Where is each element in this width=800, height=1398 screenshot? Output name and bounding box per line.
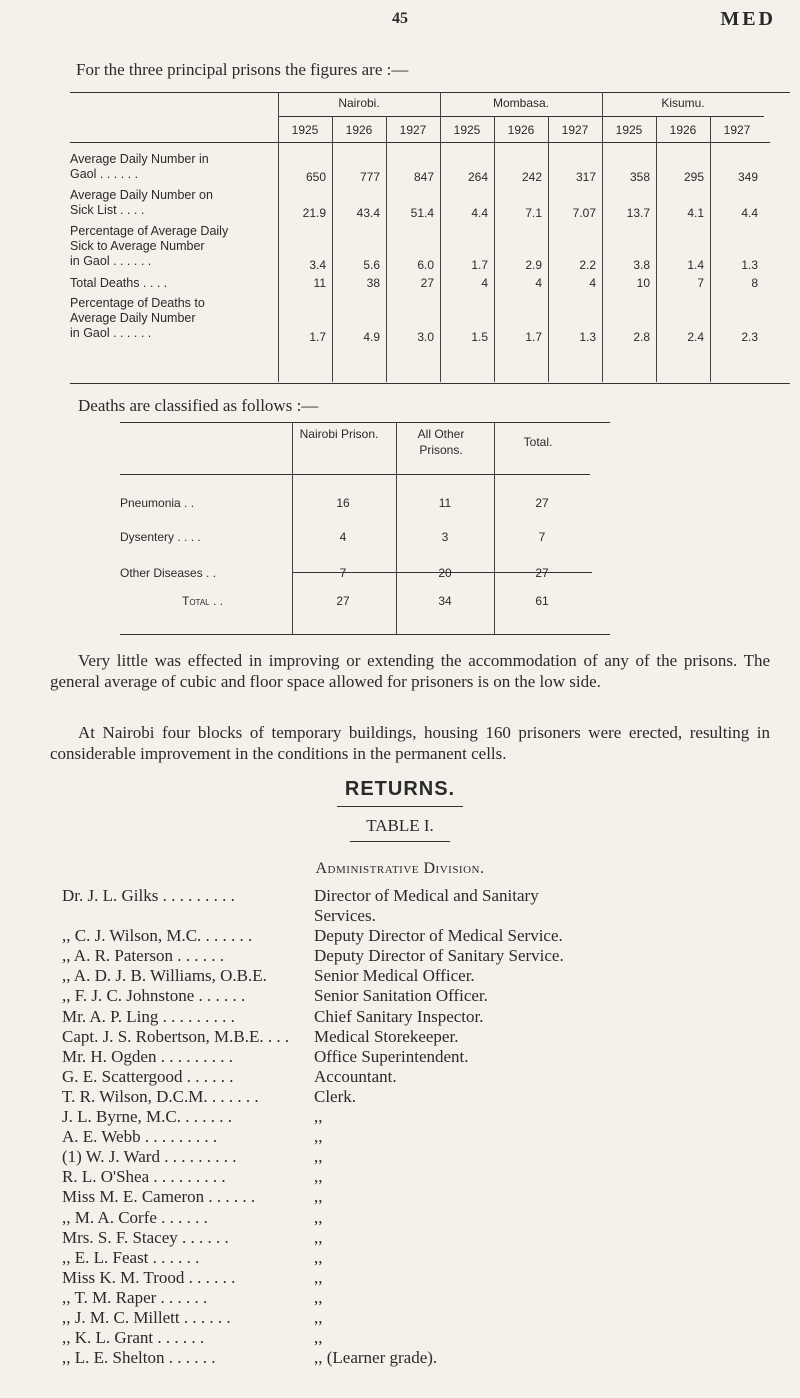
- classified-text: Deaths are classified as follows :—: [78, 396, 319, 415]
- staff-row: [62, 1328, 792, 1348]
- table-cell-value: 16: [336, 496, 350, 510]
- staff-designation: ,,: [314, 1227, 323, 1247]
- row-label: Sick to Average Number: [70, 239, 205, 253]
- row-label: Total Deaths . . . .: [70, 276, 168, 290]
- year-header: 1925: [291, 123, 319, 137]
- staff-row: [62, 886, 792, 925]
- table-bottom-rule: [120, 634, 610, 635]
- row-label: Average Daily Number: [70, 311, 196, 325]
- table-cell-value: 7.07: [572, 206, 596, 220]
- table-cell-value: 847: [413, 170, 434, 184]
- table-cell-value: 61: [535, 594, 549, 608]
- table-cell-value: 3: [441, 530, 449, 544]
- staff-designation: ,,: [314, 1207, 323, 1227]
- staff-name: R. L. O'Shea . . . . . . . . .: [62, 1167, 226, 1187]
- table-cell-value: 43.4: [356, 206, 380, 220]
- page-number: 45: [392, 10, 408, 27]
- table-cell-value: 21.9: [302, 206, 326, 220]
- staff-name: T. R. Wilson, D.C.M. . . . . . .: [62, 1086, 259, 1106]
- row-label: Other Diseases . .: [120, 566, 217, 580]
- table-cell-value: 349: [737, 170, 758, 184]
- staff-name: (1) W. J. Ward . . . . . . . . .: [62, 1147, 237, 1167]
- table-cell-value: 1.3: [579, 330, 596, 344]
- prison-header: Kisumu.: [661, 96, 705, 110]
- staff-designation: ,,: [314, 1107, 323, 1126]
- table-cell-value: 6.0: [417, 258, 434, 272]
- staff-name: ,, A. D. J. B. Williams, O.B.E.: [62, 966, 267, 986]
- staff-row: [62, 926, 792, 946]
- total-row-label: Total . .: [182, 594, 223, 608]
- staff-designation: ,,: [314, 1187, 323, 1207]
- table-cell-value: 2.3: [741, 330, 758, 344]
- table-cell-value: 27: [420, 276, 434, 290]
- staff-designation: ,,: [314, 1267, 323, 1287]
- table-cell-value: 4.4: [741, 206, 758, 220]
- staff-designation: Chief Sanitary Inspector.: [314, 1006, 484, 1026]
- staff-designation: Clerk.: [314, 1086, 357, 1106]
- staff-name: Mr. H. Ogden . . . . . . . . .: [62, 1046, 233, 1066]
- row-label: Percentage of Average Daily: [70, 224, 229, 238]
- staff-row: [62, 1067, 792, 1087]
- table-cell-value: 1.3: [741, 258, 758, 272]
- table-title: TABLE I.: [366, 816, 434, 835]
- division-heading: Administrative Division.: [315, 860, 485, 877]
- staff-designation: ,, (Learner grade).: [314, 1348, 438, 1368]
- staff-row: [62, 1127, 792, 1147]
- table-cell-value: 1.7: [525, 330, 542, 344]
- row-label: in Gaol . . . . . .: [70, 254, 152, 268]
- staff-name: Miss M. E. Cameron . . . . . .: [62, 1187, 256, 1207]
- staff-row: [62, 966, 792, 986]
- table-cell-value: 4: [481, 276, 488, 290]
- staff-designation: Deputy Director of Sanitary Service.: [314, 946, 564, 966]
- staff-name: ,, J. M. C. Millett . . . . . .: [62, 1308, 231, 1327]
- staff-designation: ,,: [314, 1308, 323, 1327]
- section-code: MED: [720, 8, 776, 30]
- staff-name: ,, L. E. Shelton . . . . . .: [62, 1348, 216, 1368]
- staff-designation: ,,: [314, 1287, 323, 1307]
- intro-text: For the three principal prisons the figures are :—: [76, 60, 409, 79]
- table-cell-value: 11: [313, 276, 326, 290]
- staff-designation: Deputy Director of Medical Service.: [314, 926, 563, 946]
- table-cell-value: 2.9: [525, 258, 542, 272]
- staff-row: [62, 1027, 792, 1047]
- staff-designation: ,,: [314, 1247, 323, 1267]
- staff-row: [62, 946, 792, 966]
- table-cell-value: 242: [521, 170, 542, 184]
- prison-header: Nairobi.: [338, 96, 380, 110]
- staff-row: [62, 1228, 792, 1248]
- staff-name: A. E. Webb . . . . . . . . .: [62, 1127, 218, 1147]
- table-cell-value: 4.9: [363, 330, 380, 344]
- column-header: All Other Prisons.: [417, 427, 465, 457]
- staff-name: G. E. Scattergood . . . . . .: [62, 1066, 234, 1086]
- staff-name: ,, C. J. Wilson, M.C. . . . . . .: [62, 926, 253, 946]
- staff-name: ,, A. R. Paterson . . . . . .: [62, 946, 224, 966]
- row-label: Percentage of Deaths to: [70, 296, 205, 310]
- staff-name: ,, F. J. C. Johnstone . . . . . .: [62, 986, 246, 1006]
- year-header: 1926: [669, 123, 697, 137]
- staff-row: [62, 1288, 792, 1308]
- column-header: Nairobi Prison.: [299, 427, 379, 441]
- row-label: Average Daily Number on: [70, 188, 213, 202]
- returns-heading: RETURNS.: [344, 778, 456, 800]
- table-cell-value: 2.8: [633, 330, 650, 344]
- table-cell-value: 11: [438, 496, 452, 510]
- table-cell-value: 650: [305, 170, 326, 184]
- staff-row: [62, 1147, 792, 1167]
- staff-name: ,, K. L. Grant . . . . . .: [62, 1328, 205, 1348]
- table-cell-value: 7: [339, 566, 347, 580]
- table-cell-value: 3.8: [633, 258, 650, 272]
- table-title-underline: [350, 841, 450, 842]
- table-cell-value: 1.5: [471, 330, 488, 344]
- table-cell-value: 777: [359, 170, 380, 184]
- returns-underline: [337, 806, 463, 807]
- staff-name: Miss K. M. Trood . . . . . .: [62, 1267, 236, 1287]
- table-bottom-rule: [70, 383, 790, 384]
- staff-row: [62, 1248, 792, 1268]
- table-cell-value: 5.6: [363, 258, 380, 272]
- staff-row: [62, 1308, 792, 1328]
- table-cell-value: 4: [589, 276, 596, 290]
- staff-row: [62, 1268, 792, 1288]
- table-cell-value: 20: [438, 566, 452, 580]
- table-cell-value: 13.7: [626, 206, 650, 220]
- table-cell-value: 4: [339, 530, 347, 544]
- table-cell-value: 3.0: [417, 330, 434, 344]
- staff-row: [62, 1348, 792, 1368]
- staff-designation-continued: Services.: [314, 906, 376, 925]
- row-label: Pneumonia . .: [120, 496, 195, 510]
- table-cell-value: 4.4: [471, 206, 488, 220]
- table-cell-value: 2.2: [579, 258, 596, 272]
- year-header: 1927: [561, 123, 589, 137]
- column-header: Total.: [523, 435, 553, 449]
- table-cell-value: 51.4: [410, 206, 434, 220]
- table-cell-value: 34: [438, 594, 452, 608]
- staff-row: [62, 1007, 792, 1027]
- table-cell-value: 27: [535, 566, 549, 580]
- staff-name: ,, E. L. Feast . . . . . .: [62, 1247, 200, 1267]
- staff-name: J. L. Byrne, M.C. . . . . . .: [62, 1107, 232, 1126]
- table-cell-value: 1.7: [309, 330, 326, 344]
- table-cell-value: 27: [535, 496, 549, 510]
- row-label: Gaol . . . . . .: [70, 167, 139, 181]
- year-header: 1926: [345, 123, 373, 137]
- staff-row: [62, 1087, 792, 1107]
- staff-row: [62, 1047, 792, 1067]
- table-cell-value: 317: [575, 170, 596, 184]
- table-cell-value: 7: [697, 276, 704, 290]
- row-label: in Gaol . . . . . .: [70, 326, 152, 340]
- staff-designation: Accountant.: [314, 1066, 397, 1086]
- year-header: 1927: [399, 123, 427, 137]
- year-header: 1926: [507, 123, 535, 137]
- staff-name: ,, M. A. Corfe . . . . . .: [62, 1207, 208, 1227]
- table-cell-value: 4: [535, 276, 542, 290]
- staff-row: [62, 1208, 792, 1228]
- paragraph-accommodation: Very little was effected in improving or extending the accommodation of any of the prisons. The general average of cubic and floor space allowed for prisoners is on the low side.: [50, 651, 770, 691]
- year-header: 1927: [723, 123, 751, 137]
- table-cell-value: 38: [366, 276, 380, 290]
- table-cell-value: 1.7: [471, 258, 488, 272]
- staff-designation: Medical Storekeeper.: [314, 1026, 459, 1046]
- table-cell-value: 358: [629, 170, 650, 184]
- table-top-rule: [120, 422, 610, 423]
- table-cell-value: 295: [683, 170, 704, 184]
- table-cell-value: 264: [467, 170, 488, 184]
- staff-row: [62, 1107, 792, 1127]
- table-cell-value: 27: [336, 594, 350, 608]
- table-top-rule: [70, 92, 790, 93]
- table-cell-value: 1.4: [687, 258, 704, 272]
- deaths-classification-table: [120, 422, 720, 636]
- staff-designation: ,,: [314, 1167, 323, 1187]
- staff-name: Mrs. S. F. Stacey . . . . . .: [62, 1227, 229, 1247]
- staff-designation: ,,: [314, 1147, 323, 1167]
- header-bottom-rule: [70, 142, 770, 143]
- staff-designation: ,,: [314, 1127, 323, 1147]
- table-cell-value: 3.4: [309, 258, 326, 272]
- staff-name: Dr. J. L. Gilks . . . . . . . . .: [62, 886, 235, 905]
- staff-name: Capt. J. S. Robertson, M.B.E. . . .: [62, 1026, 290, 1046]
- staff-row: [62, 1187, 792, 1207]
- prison-figures-table: [70, 92, 790, 384]
- staff-name: Mr. A. P. Ling . . . . . . . . .: [62, 1006, 235, 1026]
- row-label: Sick List . . . .: [70, 203, 145, 217]
- table-cell-value: 7.1: [525, 206, 542, 220]
- row-label: Average Daily Number in: [70, 152, 209, 166]
- prison-header: Mombasa.: [492, 96, 550, 110]
- staff-row: [62, 986, 792, 1006]
- table-cell-value: 2.4: [687, 330, 704, 344]
- table-cell-value: 4.1: [687, 206, 704, 220]
- staff-name: ,, T. M. Raper . . . . . .: [62, 1287, 208, 1307]
- paragraph-nairobi-blocks: At Nairobi four blocks of temporary buildings, housing 160 prisoners were erected, resulting in considerable improvement in the conditions in the permanent cells.: [50, 723, 770, 763]
- staff-designation: Senior Sanitation Officer.: [314, 986, 488, 1006]
- staff-designation: Director of Medical and Sanitary: [314, 886, 539, 905]
- row-label: Dysentery . . . .: [120, 530, 201, 544]
- year-header: 1925: [453, 123, 481, 137]
- table-cell-value: 7: [538, 530, 546, 544]
- staff-designation: ,,: [314, 1328, 323, 1348]
- staff-designation: Senior Medical Officer.: [314, 966, 475, 986]
- table-cell-value: 8: [751, 276, 758, 290]
- year-row-rule: [278, 116, 764, 117]
- header-bottom-rule: [120, 474, 590, 475]
- table-cell-value: 10: [636, 276, 650, 290]
- staff-designation: Office Superintendent.: [314, 1046, 469, 1066]
- year-header: 1925: [615, 123, 643, 137]
- staff-row: [62, 1167, 792, 1187]
